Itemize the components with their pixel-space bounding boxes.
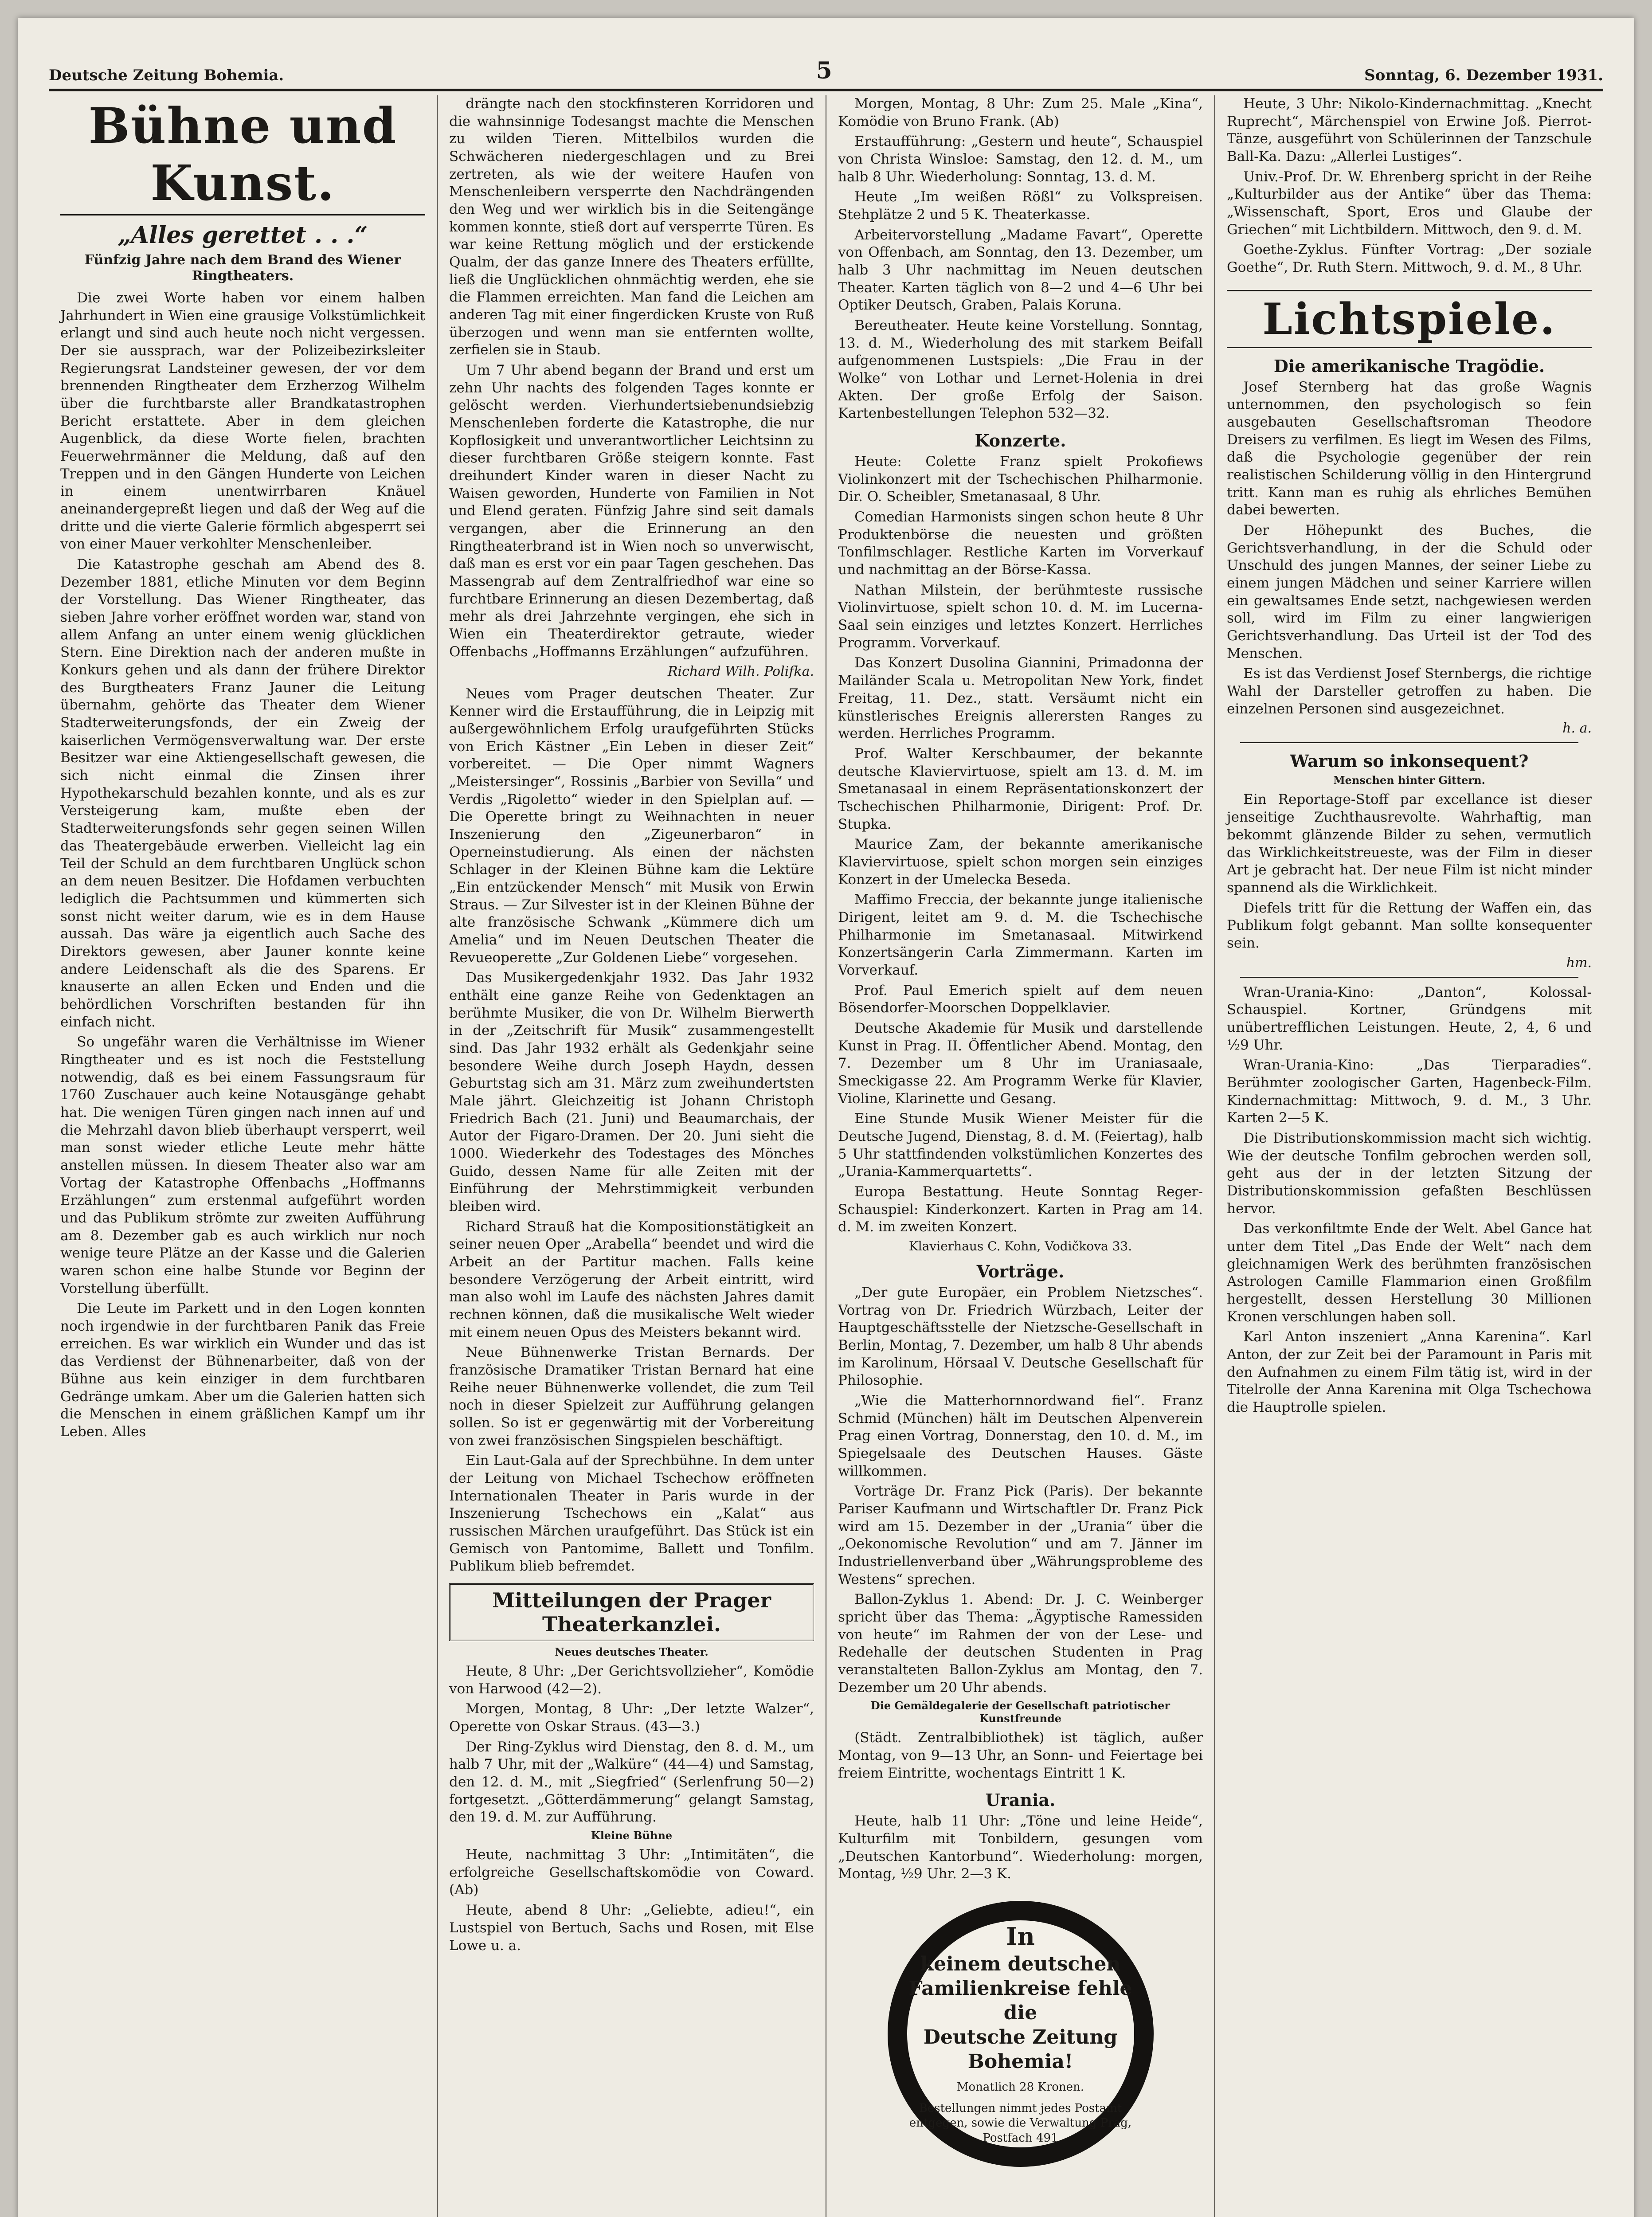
paragraph: drängte nach den stockfinsteren Korridoren und die wahnsinnige Todesangst machte die Menschen zu wilden Tieren. Mittelbilos wurden die Schwächeren niedergeschlagen und zu Brei zertreten, als wie der weitere Haufen von Menschenleibern versperrte den Nachdrängenden den Weg und wer wirklich bis in die Seitengänge kommen konnte, stieß dort auf versperrte Türen. Es war keine Rettung möglich und der erstickende Qualm, der das ganze Innere des Theaters erfüllte, ließ die Unglücklichen ohnmächtig werden, ehe sie die Flammen erreichten. Man fand die Leichen am anderen Tag mit einer fingerdicken Kruste von Ruß überzogen und wenn man sie entfernten wollte, zerfielen sie in Staub.	[449, 96, 814, 358]
paragraph: Ein Laut-Gala auf der Sprechbühne. In dem unter der Leitung von Michael Tschechow eröffneten Internationalen Theater in Paris wurde in der Inszenierung Tschechows ein „Kalat“ aus russischen Märchen uraufgeführt. Das Stück ist ein Gemisch von Pantomime, Ballett und Tonfilm. Publikum blieb befremdet.	[449, 1453, 814, 1575]
author-signature: Richard Wilh. Polifka.	[667, 663, 814, 679]
author-signature: h. a.	[1562, 721, 1592, 736]
paper-name: Deutsche Zeitung Bohemia.	[49, 67, 284, 84]
divider	[1240, 742, 1578, 743]
article-subtitle: Menschen hinter Gittern.	[1333, 774, 1485, 787]
page-number: 5	[816, 57, 832, 84]
ad-line: keinem deutschen	[920, 1952, 1121, 1975]
gallery-heading: Die Gemäldegalerie der Gesellschaft patriotischer Kunstfreunde	[870, 1699, 1170, 1725]
columns	[49, 95, 1603, 2217]
paragraph: Ein Reportage-Stoff par excellance ist dieser jenseitige Zuchthausrevolte. Wahrhaftig, man bekommt glänzende Bilder zu sehen, vermutlich das Wirklichkeitstreueste, was der Film in dieser Art je gebracht hat. Der neue Film ist nicht minder spannend als die Wirklichkeit.	[1227, 791, 1592, 896]
paragraph: Neue Bühnenwerke Tristan Bernards. Der französische Dramatiker Tristan Bernard hat eine Reihe neuer Bühnenwerke vollendet, die zum Teil noch in dieser Spielzeit zur Aufführung gelangen sollen. So ist er gegenwärtig mit der Vorbereitung von zwei französischen Singspielen beschäftigt.	[449, 1344, 814, 1449]
issue-date: Sonntag, 6. Dezember 1931.	[1364, 67, 1603, 84]
firm-line: Klavierhaus C. Kohn, Vodičkova 33.	[908, 1238, 1132, 1253]
paragraph: Maurice Zam, der bekannte amerikanische Klaviervirtuose, spielt schon morgen sein einziges Konzert in der Umelecka Beseda.	[838, 836, 1203, 888]
paragraph: Heute, 8 Uhr: „Der Gerichtsvollzieher“, Komödie von Harwood (42—2).	[449, 1663, 814, 1697]
article-subtitle: Fünfzig Jahre nach dem Brand des Wiener Ringtheaters.	[84, 252, 401, 284]
article-title: „Alles gerettet . . .“	[117, 222, 368, 249]
paragraph: Morgen, Montag, 8 Uhr: Zum 25. Male „Kina“, Komödie von Bruno Frank. (Ab)	[838, 96, 1203, 129]
paragraph: Maffimo Freccia, der bekannte junge italienische Dirigent, leitet am 9. d. M. die Tschechische Philharmonie im Smetanasaal. Mitwirkend Konzertsängerin Carla Zimmermann. Karten im Vorverkauf.	[838, 892, 1203, 978]
subheading: Kleine Bühne	[591, 1829, 673, 1842]
paragraph: Karl Anton inszeniert „Anna Karenina“. Karl Anton, der zur Zeit bei der Paramount in Paris mit den Aufnahmen zu einem Film tätig ist, wird in der Titelrolle der Anna Karenina mit Olga Tschechowa die Hauptrolle spielen.	[1227, 1329, 1592, 1415]
paragraph: Prof. Walter Kerschbaumer, der bekannte deutsche Klaviervirtuose, spielt am 13. d. M. im Smetanasaal in einem Repräsentationskonzert der Tschechischen Philharmonie, Dirigent: Prof. Dr. Stupka.	[838, 745, 1203, 832]
paragraph: Nathan Milstein, der berühmteste russische Violinvirtuose, spielt schon 10. d. M. im Lucerna-Saal sein einziges und letztes Konzert. Herrliches Programm. Vorverkauf.	[838, 582, 1203, 651]
paragraph: Morgen, Montag, 8 Uhr: „Der letzte Walzer“, Operette von Oskar Straus. (43—3.)	[449, 1701, 814, 1735]
divider	[1240, 977, 1578, 978]
article-title: Die amerikanische Tragödie.	[1273, 356, 1545, 376]
paragraph: Um 7 Uhr abend begann der Brand und erst um zehn Uhr nachts des folgenden Tages konnte er gelöscht werden. Vierhundertsiebenundsiebzig Menschenleben forderte die Katastrophe, die nur Kopflosigkeit und unverantwortlicher Leichtsinn zu dieser furchtbaren Größe steigern konnte. Fast dreihundert Kinder waren in dieser Nacht zu Waisen geworden, Hunderte von Familien in Not und Elend geraten. Fünfzig Jahre sind seit damals vergangen, aber die Erinnerung an den Ringtheaterbrand ist in Wien noch so unverwischt, daß man es erst vor ein paar Tagen geschehen. Das Massengrab auf dem Zentralfriedhof war eine so furchtbare Erinnerung an diesen Dezembertag, daß mehr als drei Jahrzehnte vergingen, ehe sich in Wien ein Theaterdirektor getraute, wieder Offenbachs „Hoffmanns Erzählungen“ aufzuführen.	[449, 362, 814, 660]
paragraph: Univ.-Prof. Dr. W. Ehrenberg spricht in der Reihe „Kulturbilder aus der Antike“ über das Thema: „Wissenschaft, Sport, Eros und Glaube der Griechen“ mit Lichtbildern. Mittwoch, den 9. d. M.	[1227, 168, 1592, 238]
paragraph: Der Ring-Zyklus wird Dienstag, den 8. d. M., um halb 7 Uhr, mit der „Walküre“ (44—4) und Samstag, den 12. d. M., mit „Siegfried“ (Serlenfrung 50—2) fortgesetzt. „Götterdämmerung“ gelangt Samstag, den 19. d. M. zur Aufführung.	[449, 1739, 814, 1825]
paragraph: Diefels tritt für die Rettung der Waffen ein, das Publikum folgt gebannt. Man sollte konsequenter sein.	[1227, 900, 1592, 951]
box-subtitle: Neues deutsches Theater.	[555, 1645, 709, 1659]
paragraph: Die zwei Worte haben vor einem halben Jahrhundert in Wien eine grausige Volkstümlichkeit erlangt und sind auch heute noch nicht vergessen. Der sie aussprach, war der Polizeibezirksleiter Regierungsrat Landsteiner gewesen, der vor dem brennenden Ringtheater dem Erzherzog Wilhelm über die furchtbarste aller Brandkatastrophen Bericht erstattete. Aber in dem gleichen Augenblick, da diese Worte fielen, brachten Feuerwehrmänner die Meldung, daß auf den Treppen und in den Gängen Hunderte von Leichen in einem unentwirrbaren Knäuel aneinandergepreßt liegen und daß der Weg auf die dritte und die vierte Galerie förmlich abgesperrt sei von einer Mauer verkohlter Menschenleiber.	[60, 290, 425, 552]
paragraph: Wran-Urania-Kino: „Das Tierparadies“. Berühmter zoologischer Garten, Hagenbeck-Film. Kindernachmittag: Mittwoch, 9. d. M., 3 Uhr. Karten 2—5 K.	[1227, 1057, 1592, 1126]
paragraph: Richard Strauß hat die Kompositionstätigkeit an seiner neuen Oper „Arabella“ beendet und wird die Arbeit an der Partitur machen. Falls keine besondere Verzögerung der Arbeit eintritt, wird man also wohl im Laufe des nächsten Jahres damit rechnen können, daß die musikalische Welt wieder mit einem neuen Opus des Meisters bekannt wird.	[449, 1218, 814, 1340]
paragraph: Prof. Paul Emerich spielt auf dem neuen Bösendorfer-Moorschen Doppelklavier.	[838, 982, 1203, 1016]
paragraph: „Der gute Europäer, ein Problem Nietzsches“. Vortrag von Dr. Friedrich Würzbach, Leiter der Hauptgeschäftsstelle der Nietzsche-Gesellschaft in Berlin, Montag, 7. Dezember, um halb 8 Uhr abends im Karolinum, Hörsaal V. Deutsche Gesellschaft für Philosophie.	[838, 1284, 1203, 1389]
paragraph: Comedian Harmonists singen schon heute 8 Uhr Produktenbörse die neuesten und größten Tonfilmschlager. Restliche Karten im Vorverkauf und nachmittag an der Börse-Kassa.	[838, 509, 1203, 578]
subscription-advertisement	[888, 1901, 1154, 2167]
paragraph: Bereutheater. Heute keine Vorstellung. Sonntag, 13. d. M., Wiederholung des mit starkem Beifall aufgenommenen Lustspiels: „Die Frau in der Wolke“ von Lothar und Lernet-Holenia in drei Akten. Der große Erfolg der Saison. Kartenbestellungen Telephon 532—32.	[838, 317, 1203, 422]
ad-line: Familienkreise fehle die	[908, 1977, 1132, 2024]
column-4	[1215, 95, 1603, 2217]
paragraph: Die Distributionskommission macht sich wichtig. Wie der deutsche Tonfilm gebrochen werden soll, geht aus der in der letzten Sitzung der Distributionskommission gefaßten Beschlüssen hervor.	[1227, 1130, 1592, 1217]
paragraph: (Städt. Zentralbibliothek) ist täglich, außer Montag, von 9—13 Uhr, an Sonn- und Feiertage bei freiem Eintritte, wochentags Eintritt 1 K.	[838, 1730, 1203, 1781]
paragraph: Es ist das Verdienst Josef Sternbergs, die richtige Wahl der Darsteller getroffen zu haben. Die einzelnen Personen sind ausgezeichnet.	[1227, 666, 1592, 717]
box-title: Mitteilungen der Prager Theaterkanzlei.	[449, 1583, 814, 1641]
author-signature: hm.	[1566, 955, 1592, 971]
concerts-heading: Konzerte.	[975, 431, 1066, 451]
column-2	[438, 95, 826, 2217]
paragraph: Arbeitervorstellung „Madame Favart“, Operette von Offenbach, am Sonntag, den 13. Dezember, um halb 3 Uhr nachmittag im Neuen deutschen Theater. Karten täglich von 8—2 und 4—6 Uhr bei Optiker Deutsch, Graben, Palais Koruna.	[838, 227, 1203, 313]
page-header	[49, 44, 1603, 91]
paragraph: Die Katastrophe geschah am Abend des 8. Dezember 1881, etliche Minuten vor dem Beginn der Vorstellung. Das Wiener Ringtheater, das sieben Jahre vorher eröffnet worden war, stand von allem Anfang an unter einem wenig glücklichen Stern. Eine Direktion nach der anderen mußte in Konkurs gehen und als dann der frühere Direktor des Burgtheaters Franz Jauner die Leitung übernahm, gehörte das Theater dem Wiener Stadterweiterungsfonds, der ein Zweig der kaiserlichen Vermögensverwaltung war. Der erste Besitzer war eine Aktiengesellschaft gewesen, die sich nicht einmal die Zinsen ihrer Hypothekarschuld bezahlen konnte, und als es zur Versteigerung kam, mußte eben der Stadterweiterungsfonds sehr gegen seinen Willen das Theatergebäude erwerben. Vielleicht lag ein Teil der Schuld an dem furchtbaren Unglück schon an dem neuen Besitzer. Die Hofdamen verbuchten lediglich die Pachtsummen und kümmerten sich sonst nicht weiter darum, wie es in dem Hause aussah. Das wäre ja eigentlich auch Sache des Direktors gewesen, aber Jauner konnte keine andere Leidenschaft als die des Sparens. Er knauserte an allen Ecken und Enden und die behördlichen Vorschriften bestanden für ihn einfach nicht.	[60, 556, 425, 1030]
paragraph: Josef Sternberg hat das große Wagnis unternommen, den psychologisch so fein ausgebauten Gesellschaftsroman Theodore Dreisers zu verfilmen. Es liegt im Wesen des Films, daß die Psychologie gegenüber der rein realistischen Schilderung völlig in den Hintergrund tritt. Kann man es ruhig als ehrliches Bemühen dabei bewerten.	[1227, 379, 1592, 518]
paragraph: Das Konzert Dusolina Giannini, Primadonna der Mailänder Scala u. Metropolitan New York, findet Freitag, 11. Dez., statt. Versäumt nicht ein künstlerisches Ereignis allerersten Ranges zu werden. Herrliches Programm.	[838, 655, 1203, 742]
section-title: Bühne und Kunst.	[60, 97, 425, 215]
paragraph: Heute, abend 8 Uhr: „Geliebte, adieu!“, ein Lustspiel von Bertuch, Sachs und Rosen, mit Else Lowe u. a.	[449, 1902, 814, 1954]
paragraph: Heute „Im weißen Rößl“ zu Volkspreisen. Stehplätze 2 und 5 K. Theaterkasse.	[838, 189, 1203, 223]
paragraph: Heute, nachmittag 3 Uhr: „Intimitäten“, die erfolgreiche Gesellschaftskomödie von Coward. (Ab)	[449, 1847, 814, 1898]
ad-line: In	[1006, 1922, 1035, 1951]
paragraph: Deutsche Akademie für Musik und darstellende Kunst in Prag. II. Öffentlicher Abend. Montag, den 7. Dezember um 8 Uhr im Uraniasaale, Smeckigasse 22. Am Programm Werke für Klavier, Violine, Klarinette und Gesang.	[838, 1020, 1203, 1107]
paragraph: Das verkonfiltmte Ende der Welt. Abel Gance hat unter dem Titel „Das Ende der Welt“ nach dem gleichnamigen Werk des berühmten französischen Astrologen Camille Flammarion einen Großfilm hergestellt, dessen Herstellung 30 Millionen Kronen verschlungen haben soll.	[1227, 1221, 1592, 1325]
paragraph: Die Leute im Parkett und in den Logen konnten noch irgendwie in der furchtbaren Panik das Freie erreichen. Es war wirklich ein Wunder und das ist das Verdienst der Bühnenarbeiter, daß von der Bühne aus kein einziger in dem furchtbaren Gedränge umkam. Aber um die Galerien hatten sich die Menschen in einem gräßlichen Kampf um ihr Leben. Alles	[60, 1300, 425, 1440]
ad-line: Bestellungen nimmt jedes Postamt entgegen, sowie die Verwaltung Prag, Postfach 491	[909, 2101, 1132, 2145]
paragraph: Heute: Colette Franz spielt Prokofiews Violinkonzert mit der Tschechischen Philharmonie. Dir. O. Scheibler, Smetanasaal, 8 Uhr.	[838, 454, 1203, 505]
urania-heading: Urania.	[985, 1790, 1056, 1810]
paragraph: Heute, halb 11 Uhr: „Töne und leine Heide“, Kulturfilm mit Tonbildern, gesungen vom „Deutschen Kantorbund“. Wiederholung: morgen, Montag, ½9 Uhr. 2—3 K.	[838, 1813, 1203, 1882]
paragraph: Der Höhepunkt des Buches, die Gerichtsverhandlung, in der die Schuld oder Unschuld des jungen Mannes, der seiner Liebe zu einem jungen Mädchen und seiner Karriere willen ein gewaltsames Ende setzt, nachgewiesen werden soll, wird im Film zu einer langwierigen Gerichtsverhandlung. Das Urteil ist der Tod des Menschen.	[1227, 522, 1592, 662]
paragraph: So ungefähr waren die Verhältnisse im Wiener Ringtheater und es ist noch die Feststellung notwendig, daß es bei einem Fassungsraum für 1760 Zuschauer auch keine Notausgänge gehabt hat. Die wenigen Türen gingen nach innen auf und die Mehrzahl davon blieb überhaupt versperrt, weil man sonst wieder etliche Leute mehr hätte anstellen müssen. In diesem Theater also war am Vortag der Katastrophe Offenbachs „Hoffmanns Erzählungen“ zum erstenmal aufgeführt worden und das Publikum strömte zur zweiten Aufführung am 8. Dezember gab es auch wirklich nur noch wenige teure Plätze an der Kasse und die Galerien waren schon eine halbe Stunde vor Beginn der Vorstellung überfüllt.	[60, 1034, 425, 1297]
talks-heading: Vorträge.	[976, 1261, 1065, 1281]
paragraph: Europa Bestattung. Heute Sonntag Reger-Schauspiel: Kinderkonzert. Karten in Prag am 14. d. M. im zweiten Konzert.	[838, 1183, 1203, 1235]
column-1	[49, 95, 438, 2217]
ad-line: Monatlich 28 Kronen.	[956, 2080, 1084, 2094]
paragraph: Heute, 3 Uhr: Nikolo-Kindernachmittag. „Knecht Ruprecht“, Märchenspiel von Erwine Joß. Pierrot-Tänze, ausgeführt von Schülerinnen der Tanzschule Ball-Ka. Dazu: „Allerlei Lustiges“.	[1227, 96, 1592, 165]
article-title: Warum so inkonsequent?	[1290, 751, 1529, 772]
paragraph: Neues vom Prager deutschen Theater. Zur Kenner wird die Erstaufführung, die in Leipzig mit außergewöhnlichem Erfolg uraufgeführten Stücks von Erich Kästner „Ein Leben in dieser Zeit“ vorbereitet. — Die Oper nimmt Wagners „Meistersinger“, Rossinis „Barbier von Sevilla“ und Verdis „Rigoletto“ wieder in den Spielplan auf. — Die Operette bringt zu Weihnachten in neuer Inszenierung den „Zigeunerbaron“ in Operneinstudierung. Als einen der nächsten Schlager in der Kleinen Bühne kam die Lektüre „Ein entzückender Mensch“ mit Musik von Erwin Straus. — Zur Silvester ist in der Kleinen Bühne der alte französische Schwank „Kümmere dich um Amelia“ und im Neuen Deutschen Theater die Revueoperette „Zur Goldenen Liebe“ vorgesehen.	[449, 685, 814, 966]
paragraph: Eine Stunde Musik Wiener Meister für die Deutsche Jugend, Dienstag, 8. d. M. (Feiertag), halb 5 Uhr stattfindenden volkstümlichen Konzertes des „Urania-Kammerquartetts“.	[838, 1111, 1203, 1180]
paragraph: Vorträge Dr. Franz Pick (Paris). Der bekannte Pariser Kaufmann und Wirtschaftler Dr. Franz Pick wird am 15. Dezember in der „Urania“ über die „Oekonomische Revolution“ und am 7. Jänner im Industriellenverband über „Währungsprobleme des Westens“ sprechen.	[838, 1483, 1203, 1587]
column-3	[826, 95, 1215, 2217]
newspaper-page	[18, 18, 1634, 2217]
ad-line: Deutsche Zeitung Bohemia!	[923, 2025, 1118, 2073]
paragraph: Ballon-Zyklus 1. Abend: Dr. J. C. Weinberger spricht über das Thema: „Ägyptische Ramessiden von heute“ im Rahmen der von der Lese- und Redehalle der deutschen Studenten in Prag veranstalteten Ballon-Zyklus am Montag, den 7. Dezember um 20 Uhr abends.	[838, 1591, 1203, 1696]
paragraph: Erstaufführung: „Gestern und heute“, Schauspiel von Christa Winsloe: Samstag, den 12. d. M., um halb 8 Uhr. Wiederholung: Sonntag, 13. d. M.	[838, 133, 1203, 185]
paragraph: Das Musikergedenkjahr 1932. Das Jahr 1932 enthält eine ganze Reihe von Gedenktagen an berühmte Musiker, die von Dr. Wilhelm Bierwerth in der „Zeitschrift für Musik“ zusammengestellt sind. Das Jahr 1932 erhält als Gedenkjahr seine besondere Weihe durch Joseph Haydn, dessen Geburtstag sich am 31. März zum zweihundertsten Male jährt. Gleichzeitig ist Johann Christoph Friedrich Bach (21. Juni) und Beaumarchais, der Autor der Figaro-Dramen. Der 20. Juni sieht die 1000. Wiederkehr des Todestages des Mönches Guido, dessen Name für alle Zeiten mit der Einführung der Mehrstimmigkeit verbunden bleiben wird.	[449, 970, 814, 1214]
paragraph: Goethe-Zyklus. Fünfter Vortrag: „Der soziale Goethe“, Dr. Ruth Stern. Mittwoch, 9. d. M., 8 Uhr.	[1227, 242, 1592, 276]
paragraph: „Wie die Matterhornnordwand fiel“. Franz Schmid (München) hält im Deutschen Alpenverein Prag einen Vortrag, Donnerstag, den 10. d. M., im Spiegelsaale des Deutschen Hauses. Gäste willkommen.	[838, 1393, 1203, 1479]
cinema-section-title: Lichtspiele.	[1227, 290, 1592, 348]
paragraph: Wran-Urania-Kino: „Danton“, Kolossal-Schauspiel. Kortner, Gründgens mit unübertrefflichen Leistungen. Heute, 2, 4, 6 und ½9 Uhr.	[1227, 984, 1592, 1053]
